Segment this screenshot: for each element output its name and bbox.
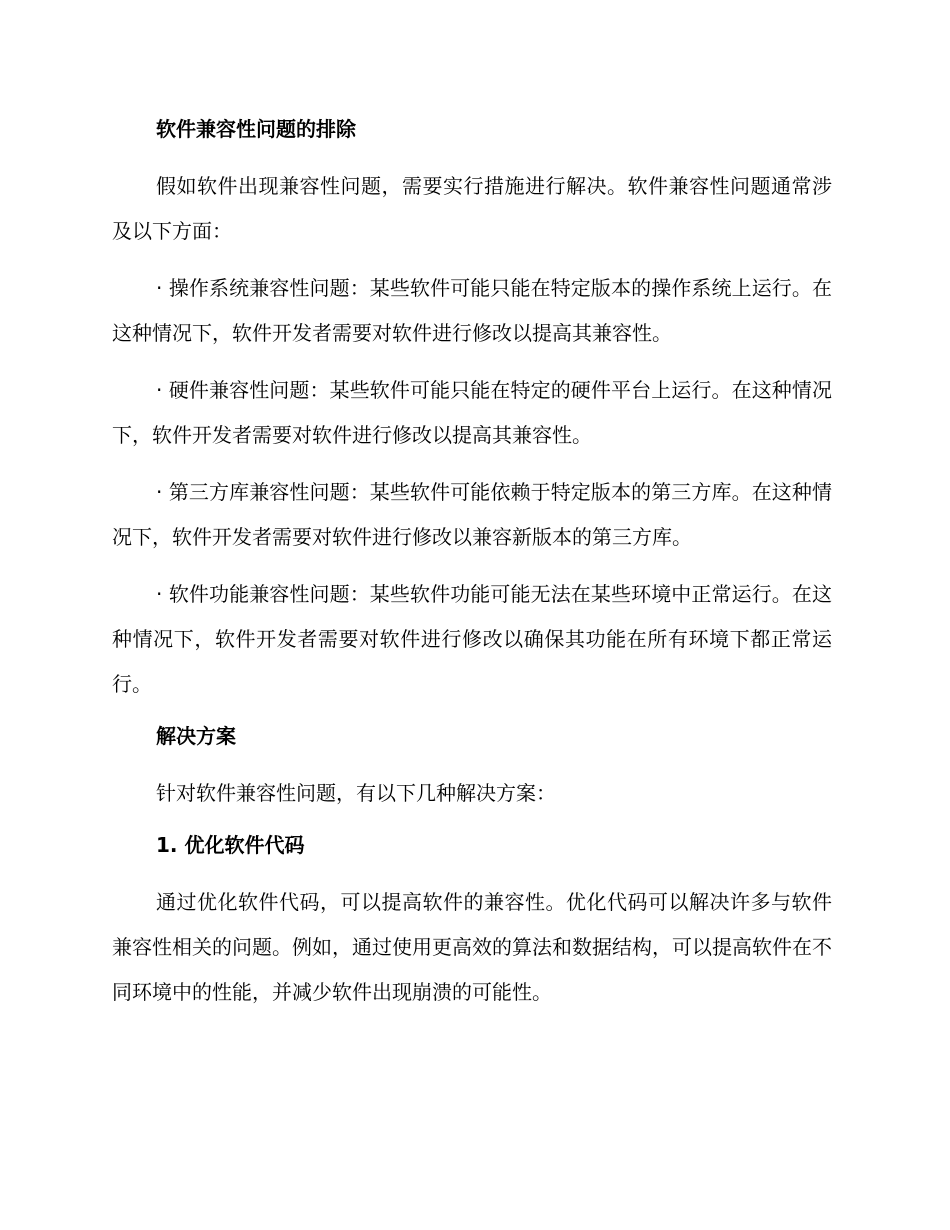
bullet-hardware-compatibility: · 硬件兼容性问题：某些软件可能只能在特定的硬件平台上运行。在这种情况下，软件开发者需要对软件进行修改以提高其兼容性。 (112, 378, 832, 447)
subheading-optimize-code: 1. 优化软件代码 (156, 833, 305, 857)
paragraph-intro: 假如软件出现兼容性问题，需要实行措施进行解决。软件兼容性问题通常涉及以下方面： (112, 174, 832, 243)
bullet-os-compatibility: · 操作系统兼容性问题：某些软件可能只能在特定版本的操作系统上运行。在这种情况下，软件开发者需要对软件进行修改以提高其兼容性。 (112, 276, 832, 345)
document-page (112, 112, 832, 1027)
bullet-feature-compatibility: · 软件功能兼容性问题：某些软件功能可能无法在某些环境中正常运行。在这种情况下，软件开发者需要对软件进行修改以确保其功能在所有环境下都正常运行。 (112, 582, 832, 696)
paragraph-solutions-intro: 针对软件兼容性问题，有以下几种解决方案： (156, 781, 556, 805)
bullet-third-party-library-compatibility: · 第三方库兼容性问题：某些软件可能依赖于特定版本的第三方库。在这种情况下，软件开发者需要对软件进行修改以兼容新版本的第三方库。 (112, 480, 832, 549)
section-heading-troubleshooting: 软件兼容性问题的排除 (156, 117, 356, 141)
paragraph-optimize-code: 通过优化软件代码，可以提高软件的兼容性。优化代码可以解决许多与软件兼容性相关的问题。例如，通过使用更高效的算法和数据结构，可以提高软件在不同环境中的性能，并减少软件出现崩溃的可能性。 (112, 890, 832, 1004)
section-heading-solutions: 解决方案 (156, 724, 236, 748)
